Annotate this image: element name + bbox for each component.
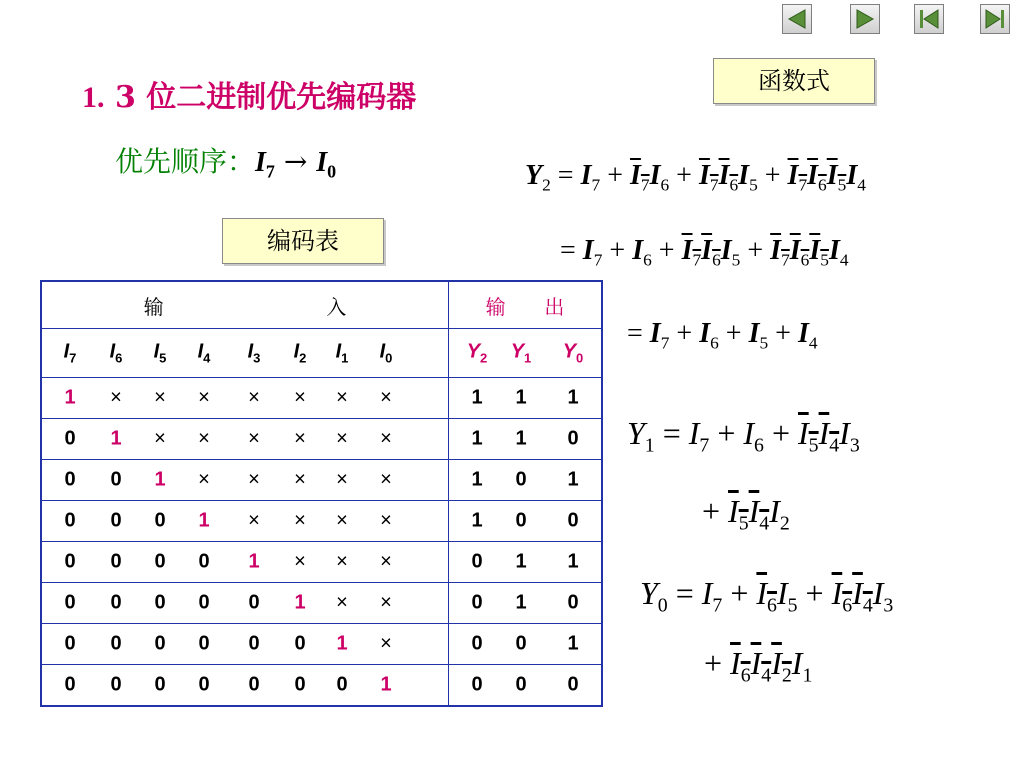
input-value: × <box>380 591 392 614</box>
formula-variable: $I_7$ <box>649 318 670 353</box>
table-row <box>41 378 602 419</box>
encoder-truth-table <box>40 280 603 707</box>
input-value: 0 <box>154 550 166 573</box>
input-values-cell <box>41 419 449 460</box>
output-header: 输 出 <box>449 281 603 329</box>
output-label-Y0: $Y_0$ <box>562 340 584 366</box>
input-value: × <box>336 468 348 491</box>
input-value: 0 <box>64 468 76 491</box>
output-value: 0 <box>471 550 483 573</box>
formula-operator: + <box>702 493 729 529</box>
input-value: × <box>294 509 306 532</box>
last-page-icon <box>984 8 1006 30</box>
y2-formula-line-2 <box>560 235 849 271</box>
formula-variable: $I_4$ <box>797 318 818 353</box>
input-value: 0 <box>64 673 76 696</box>
input-value: × <box>380 509 392 532</box>
input-label-I7: $I_7$ <box>63 340 77 366</box>
output-value: 0 <box>567 673 579 696</box>
input-value: 0 <box>248 591 260 614</box>
formula-operator: = <box>560 235 583 266</box>
input-value: 1 <box>336 632 348 655</box>
next-button[interactable] <box>850 4 880 34</box>
input-value: × <box>248 468 260 491</box>
input-value: 0 <box>248 632 260 655</box>
output-value: 0 <box>471 632 483 655</box>
output-values-cell <box>449 378 603 419</box>
formula-variable: $I_5$ <box>738 160 758 195</box>
input-value: 1 <box>380 673 392 696</box>
formula-variable: $Y_1$ <box>627 415 655 457</box>
formula-variable: $I_7$ <box>698 160 719 195</box>
output-label-Y1: $Y_1$ <box>510 340 532 366</box>
formula-operator: + <box>763 415 799 451</box>
input-value: × <box>294 427 306 450</box>
formula-variable: $I_5$ <box>809 235 829 270</box>
input-value: 0 <box>64 550 76 573</box>
input-values-cell <box>41 501 449 542</box>
formula-variable: $I_3$ <box>839 415 860 457</box>
input-value: 0 <box>154 673 166 696</box>
formula-variable: $I_6$ <box>699 318 719 353</box>
input-value: 0 <box>154 591 166 614</box>
output-label-Y2: $Y_2$ <box>466 340 488 366</box>
output-value: 1 <box>515 550 527 573</box>
input-value: 0 <box>198 550 210 573</box>
input-value: 0 <box>154 509 166 532</box>
input-values-cell <box>41 542 449 583</box>
output-value: 0 <box>515 673 527 696</box>
input-value: 1 <box>248 550 260 573</box>
output-value: 0 <box>567 427 579 450</box>
input-value: 0 <box>64 632 76 655</box>
input-value: × <box>336 509 348 532</box>
formula-operator: = <box>550 160 581 191</box>
output-value: 1 <box>567 550 579 573</box>
y1-formula-line-1 <box>627 415 860 457</box>
formula-variable: $I_7$ <box>580 160 601 195</box>
input-value: 0 <box>154 632 166 655</box>
formula-operator: = <box>627 318 650 349</box>
priority-label: 优先顺序： <box>115 145 256 178</box>
title-number: 1. <box>82 81 105 114</box>
input-value: × <box>154 427 166 450</box>
formula-variable: $I_2$ <box>771 645 792 687</box>
input-header: 输 入 <box>41 281 449 329</box>
formula-variable: $I_4$ <box>818 415 840 457</box>
output-value: 1 <box>567 468 579 491</box>
y2-formula-line-1 <box>525 160 866 196</box>
y0-formula-line-2 <box>704 645 812 687</box>
formula-variable: $Y_2$ <box>525 160 551 195</box>
input-label-I3: $I_3$ <box>247 340 261 366</box>
table-row <box>41 419 602 460</box>
input-value: 0 <box>110 509 122 532</box>
input-values-cell <box>41 665 449 707</box>
output-value: 1 <box>471 468 483 491</box>
formula-operator: + <box>602 235 633 266</box>
input-value: 1 <box>64 386 76 409</box>
formula-operator: + <box>718 318 749 349</box>
formula-variable: $I_3$ <box>872 575 894 617</box>
formula-variable: $I_7$ <box>701 575 723 617</box>
formula-variable: $I_1$ <box>791 645 813 687</box>
output-value: 0 <box>471 591 483 614</box>
output-value: 0 <box>567 509 579 532</box>
y2-formula-line-3 <box>627 318 818 354</box>
input-label-I2: $I_2$ <box>293 340 307 366</box>
priority-to: I <box>316 147 328 178</box>
first-button[interactable] <box>914 4 944 34</box>
input-value: 0 <box>64 427 76 450</box>
triangle-left-icon <box>786 8 808 30</box>
input-value: 1 <box>198 509 210 532</box>
formula-operator: = <box>667 575 702 611</box>
formula-operator: + <box>669 318 700 349</box>
title-text: 3 位二进制优先编码器 <box>114 80 417 115</box>
formula-variable: $I_4$ <box>750 645 772 687</box>
input-values-cell <box>41 378 449 419</box>
input-value: × <box>380 468 392 491</box>
output-values-cell <box>449 501 603 542</box>
input-value: 0 <box>110 591 122 614</box>
page-title <box>82 72 416 116</box>
formula-operator: + <box>757 160 788 191</box>
input-value: × <box>294 550 306 573</box>
output-values-cell <box>449 624 603 665</box>
y1-formula-line-2 <box>702 493 790 535</box>
input-value: × <box>294 468 306 491</box>
table-row <box>41 460 602 501</box>
formula-operator: + <box>669 160 699 191</box>
previous-button[interactable] <box>782 4 812 34</box>
encode-table-button[interactable]: 编码表 <box>222 218 384 264</box>
formula-operator: + <box>722 575 757 611</box>
input-label-I6: $I_6$ <box>109 340 123 366</box>
input-values-cell <box>41 583 449 624</box>
output-value: 1 <box>515 591 527 614</box>
input-value: 0 <box>336 673 348 696</box>
formula-variable: $I_5$ <box>826 160 847 195</box>
input-value: × <box>380 427 392 450</box>
table-row <box>41 542 602 583</box>
formula-variable: $I_5$ <box>748 318 769 353</box>
formula-operator: + <box>651 235 682 266</box>
input-value: × <box>380 632 392 655</box>
formula-variable: $I_4$ <box>846 160 866 195</box>
input-value: 0 <box>64 591 76 614</box>
formula-variable: $I_6$ <box>756 575 777 617</box>
output-value: 1 <box>471 427 483 450</box>
input-value: 0 <box>110 468 122 491</box>
formula-operator: + <box>768 318 798 349</box>
input-value: 0 <box>248 673 260 696</box>
table-row <box>41 665 602 707</box>
table-row <box>41 583 602 624</box>
input-value: 0 <box>64 509 76 532</box>
input-labels-cell <box>41 329 449 378</box>
output-value: 1 <box>515 386 527 409</box>
output-value: 1 <box>567 632 579 655</box>
formula-variable: $I_6$ <box>718 160 739 195</box>
output-value: 1 <box>471 386 483 409</box>
input-label-I4: $I_4$ <box>197 340 211 366</box>
output-value: 0 <box>515 509 527 532</box>
formula-variable: $I_5$ <box>728 493 749 535</box>
formula-variable: $I_4$ <box>748 493 770 535</box>
formula-variable: $I_6$ <box>831 575 853 617</box>
formula-variable: $Y_0$ <box>640 575 668 617</box>
table-row <box>41 624 602 665</box>
formula-variable: $I_6$ <box>743 415 764 457</box>
first-page-icon <box>918 8 940 30</box>
input-value: 1 <box>154 468 166 491</box>
input-value: 0 <box>110 673 122 696</box>
last-button[interactable] <box>980 4 1010 34</box>
formula-variable: $I_6$ <box>632 235 652 270</box>
formula-variable: $I_7$ <box>629 160 650 195</box>
output-value: 0 <box>471 673 483 696</box>
output-value: 0 <box>567 591 579 614</box>
input-value: × <box>248 427 260 450</box>
formula-variable: $I_7$ <box>582 235 603 270</box>
input-value: × <box>198 427 210 450</box>
input-value: 0 <box>198 632 210 655</box>
input-value: 0 <box>110 632 122 655</box>
output-values-cell <box>449 419 603 460</box>
priority-from-sub: 7 <box>265 161 275 182</box>
y0-formula-line-1 <box>640 575 893 617</box>
input-value: 0 <box>198 591 210 614</box>
input-value: × <box>336 386 348 409</box>
input-value: × <box>380 550 392 573</box>
function-button[interactable]: 函数式 <box>713 58 875 104</box>
formula-variable: $I_7$ <box>688 415 710 457</box>
formula-operator: + <box>600 160 630 191</box>
input-value: 0 <box>110 550 122 573</box>
output-value: 0 <box>515 468 527 491</box>
formula-operator: + <box>704 645 731 681</box>
formula-variable: $I_4$ <box>828 235 849 270</box>
priority-order <box>115 140 336 183</box>
input-values-cell <box>41 460 449 501</box>
formula-variable: $I_4$ <box>852 575 873 617</box>
output-value: 1 <box>471 509 483 532</box>
formula-variable: $I_2$ <box>769 493 790 535</box>
formula-variable: $I_5$ <box>798 415 819 457</box>
output-values-cell <box>449 460 603 501</box>
priority-arrow: → <box>283 145 308 178</box>
table-row <box>41 501 602 542</box>
priority-to-sub: 0 <box>327 161 337 182</box>
priority-from: I <box>255 147 266 178</box>
formula-variable: $I_6$ <box>649 160 670 195</box>
formula-operator: = <box>654 415 689 451</box>
formula-variable: $I_6$ <box>701 235 721 270</box>
formula-variable: $I_6$ <box>730 645 751 687</box>
output-labels-cell <box>449 329 603 378</box>
input-value: × <box>198 386 210 409</box>
formula-operator: + <box>797 575 832 611</box>
formula-variable: $I_6$ <box>807 160 827 195</box>
input-value: × <box>336 550 348 573</box>
formula-variable: $I_7$ <box>787 160 808 195</box>
input-value: 0 <box>198 673 210 696</box>
output-values-cell <box>449 542 603 583</box>
input-value: 0 <box>294 632 306 655</box>
input-value: × <box>248 509 260 532</box>
formula-variable: $I_7$ <box>681 235 702 270</box>
input-value: × <box>380 386 392 409</box>
input-value: × <box>336 427 348 450</box>
input-value: × <box>198 468 210 491</box>
triangle-right-icon <box>854 8 876 30</box>
output-value: 0 <box>515 632 527 655</box>
output-value: 1 <box>515 427 527 450</box>
input-label-I0: $I_0$ <box>379 340 393 366</box>
formula-variable: $I_5$ <box>776 575 798 617</box>
output-values-cell <box>449 665 603 707</box>
formula-variable: $I_5$ <box>720 235 741 270</box>
input-value: × <box>248 386 260 409</box>
formula-variable: $I_7$ <box>770 235 790 270</box>
input-value: 0 <box>294 673 306 696</box>
input-value: × <box>294 386 306 409</box>
input-values-cell <box>41 624 449 665</box>
input-value: × <box>336 591 348 614</box>
formula-operator: + <box>709 415 744 451</box>
input-value: × <box>110 386 122 409</box>
input-value: 1 <box>110 427 122 450</box>
formula-variable: $I_6$ <box>789 235 810 270</box>
input-value: × <box>154 386 166 409</box>
input-label-I5: $I_5$ <box>153 340 167 366</box>
output-values-cell <box>449 583 603 624</box>
output-value: 1 <box>567 386 579 409</box>
input-label-I1: $I_1$ <box>335 340 349 366</box>
formula-operator: + <box>740 235 771 266</box>
input-value: 1 <box>294 591 306 614</box>
